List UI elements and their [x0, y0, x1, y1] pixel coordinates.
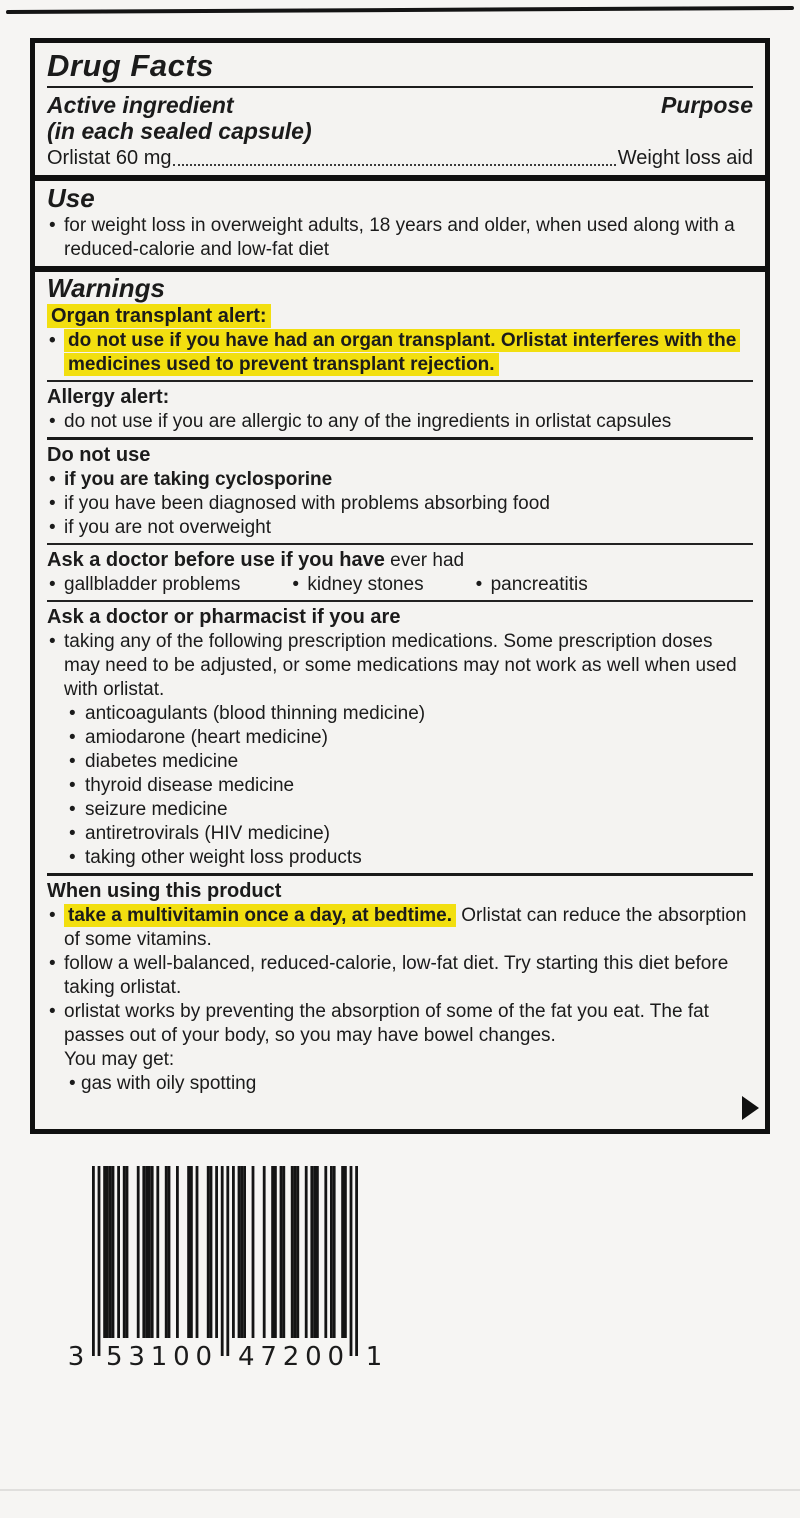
active-ingredient-heading — [47, 92, 312, 144]
organ-alert-label-highlight: Organ transplant alert: — [47, 304, 271, 328]
subsection-rule — [47, 543, 753, 545]
ask-doctor-label — [47, 548, 753, 573]
subsection-rule — [47, 600, 753, 602]
medication-item: • diabetes medicine — [47, 750, 753, 774]
subsection-rule — [47, 380, 753, 382]
purpose-heading: Purpose — [660, 92, 753, 118]
warnings-section — [47, 273, 753, 1096]
barcode-group-right: 47200 — [238, 1342, 344, 1372]
use-heading: Use — [47, 183, 95, 213]
allergy-alert-label: Allergy alert: — [47, 386, 170, 408]
subsection-rule — [47, 437, 753, 440]
upc-barcode — [62, 1166, 402, 1376]
warnings-heading: Warnings — [47, 273, 165, 303]
medication-item: • taking other weight loss products — [47, 846, 753, 870]
when-using-bullet-3: • orlistat works by preventing the absorption of some of the fat you eat. The fat passes out of your body, so you may have bowel changes. — [47, 1000, 753, 1048]
ask-doctor-item: • gallbladder problems — [47, 573, 240, 597]
use-bullet: • for weight loss in overweight adults, 18 years and older, when used along with a reduced-calorie and low-fat diet — [47, 214, 753, 262]
ask-doctor-label-rest: ever had — [384, 550, 465, 571]
when-using-block — [47, 879, 753, 1096]
drug-facts-panel — [30, 38, 770, 1134]
ask-doctor-items — [47, 573, 753, 597]
package-bottom-edge — [0, 1489, 800, 1491]
barcode-digit-right: 1 — [365, 1342, 383, 1372]
title-rule — [47, 86, 753, 88]
continue-arrow-icon — [742, 1096, 759, 1120]
ask-pharmacist-label: Ask a doctor or pharmacist if you are — [47, 606, 401, 628]
ask-doctor-item: • pancreatitis — [474, 573, 588, 597]
do-not-use-label: Do not use — [47, 444, 151, 466]
ask-doctor-item: • kidney stones — [290, 573, 423, 597]
ingredient-dotted-row — [47, 146, 753, 170]
medication-item: • thyroid disease medicine — [47, 774, 753, 798]
barcode-group-left: 53100 — [106, 1342, 212, 1372]
drug-facts-title: Drug Facts — [47, 48, 214, 83]
purpose-value: Weight loss aid — [617, 147, 753, 169]
medication-item: • amiodarone (heart medicine) — [47, 726, 753, 750]
ask-doctor-block — [47, 548, 753, 597]
organ-alert-bullet — [47, 329, 753, 377]
active-ingredient-row — [47, 92, 753, 144]
medication-item: • antiretrovirals (HIV medicine) — [47, 822, 753, 846]
when-using-label: When using this product — [47, 880, 282, 902]
when-using-bullet-1 — [47, 904, 753, 952]
subsection-rule — [47, 873, 753, 876]
active-ingredient-line2: (in each sealed capsule) — [47, 118, 312, 144]
do-not-use-item: • if you are taking cyclosporine — [47, 468, 753, 492]
allergy-alert-bullet: • do not use if you are allergic to any of the ingredients in orlistat capsules — [47, 410, 753, 434]
you-may-get-line: You may get: — [64, 1049, 175, 1070]
organ-alert-highlight: do not use if you have had an organ transplant. Orlistat interferes with the medicines used to prevent transplant rejection. — [64, 329, 740, 376]
do-not-use-item: • if you are not overweight — [47, 516, 753, 540]
side-effect-item: • gas with oily spotting — [47, 1072, 753, 1096]
when-using-bullet-2: • follow a well-balanced, reduced-calorie, low-fat diet. Try starting this diet before taking orlistat. — [47, 952, 753, 1000]
medication-item: • seizure medicine — [47, 798, 753, 822]
do-not-use-item: • if you have been diagnosed with problems absorbing food — [47, 492, 753, 516]
ask-pharmacist-bullet: • taking any of the following prescription medications. Some prescription doses may need to be adjusted, or some medications may not work as well when used with orlistat. — [47, 630, 753, 702]
multivitamin-highlight: take a multivitamin once a day, at bedtime. — [64, 904, 456, 927]
organ-alert-label — [47, 304, 753, 329]
package-top-edge — [6, 6, 794, 14]
dotted-leader — [173, 164, 615, 166]
ask-pharmacist-block — [47, 605, 753, 870]
barcode-digit-left: 3 — [67, 1342, 85, 1372]
section-divider — [35, 266, 765, 272]
active-ingredient-line1: Active ingredient — [47, 92, 234, 118]
use-section — [47, 181, 753, 266]
ingredient-name: Orlistat 60 mg — [47, 147, 172, 169]
when-using-bullet-1-rest: Orlistat can reduce the absorption of some vitamins. — [64, 905, 747, 950]
medication-item: • anticoagulants (blood thinning medicine) — [47, 702, 753, 726]
ask-doctor-label-bold: Ask a doctor before use if you have — [47, 549, 385, 571]
